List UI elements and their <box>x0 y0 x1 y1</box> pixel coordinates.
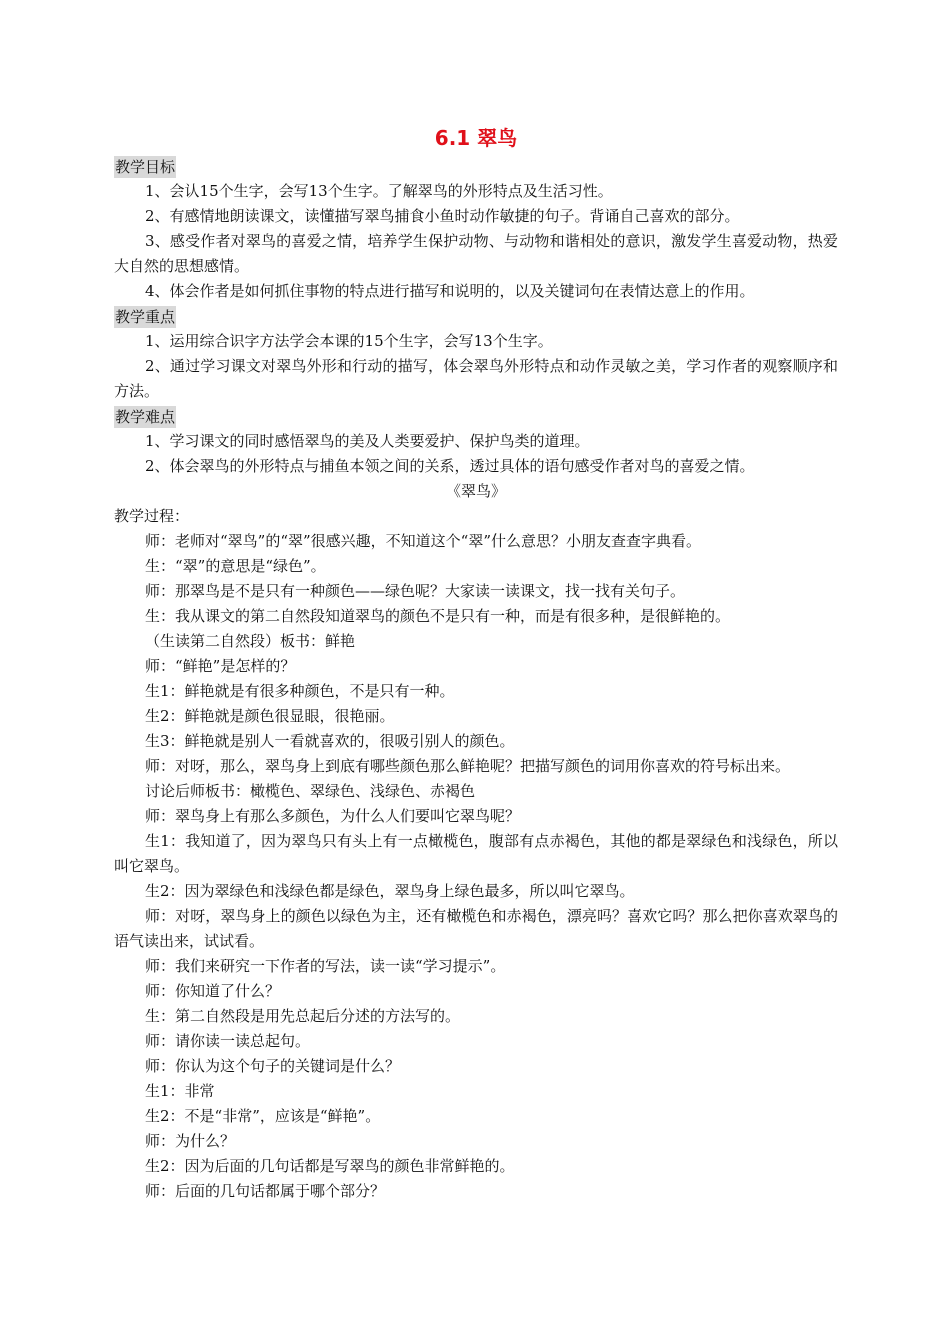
goal-item: 2、有感情地朗读课文，读懂描写翠鸟捕食小鱼时动作敏捷的句子。背诵自己喜欢的部分。 <box>145 207 740 225</box>
dialogue-line: （生读第二自然段）板书：鲜艳 <box>145 632 356 650</box>
dialogue-line: 生2：因为后面的几句话都是写翠鸟的颜色非常鲜艳的。 <box>145 1157 515 1175</box>
keypoints-heading: 教学重点 <box>115 308 176 326</box>
dialogue-line: 生3：鲜艳就是别人一看就喜欢的，很吸引别人的颜色。 <box>145 732 515 750</box>
dialogue-line: 生2：不是“非常”，应该是“鲜艳”。 <box>145 1107 381 1125</box>
goal-item: 1、会认15个生字，会写13个生字。了解翠鸟的外形特点及生活习性。 <box>145 182 613 200</box>
dialogue-line: 师：“鲜艳”是怎样的？ <box>145 657 296 675</box>
dialogue-line: 生：“翠”的意思是“绿色”。 <box>145 557 326 575</box>
difficulty-item: 1、学习课文的同时感悟翠鸟的美及人类要爱护、保护鸟类的道理。 <box>145 432 590 450</box>
dialogue-line: 生1：鲜艳就是有很多种颜色，不是只有一种。 <box>145 682 455 700</box>
lesson-title: 《翠鸟》 <box>445 482 506 500</box>
page-title: 6.1 翠鸟 <box>434 126 518 150</box>
dialogue-line: 师：老师对“翠鸟”的“翠”很感兴趣，不知道这个“翠”什么意思？小朋友查查字典看。 <box>145 532 702 550</box>
dialogue-line: 师：请你读一读总起句。 <box>145 1032 311 1050</box>
section-difficulties <box>114 404 838 429</box>
dialogue-line: 生1：我知道了，因为翠鸟只有头上有一点橄榄色，腹部有点赤褐色，其他的都是翠绿色和浅绿色，所以叫它翠鸟。 <box>114 832 838 875</box>
dialogue-line: 生2：因为翠绿色和浅绿色都是绿色，翠鸟身上绿色最多，所以叫它翠鸟。 <box>145 882 635 900</box>
dialogue-line: 生：第二自然段是用先总起后分述的方法写的。 <box>145 1007 461 1025</box>
document-page <box>114 122 838 1204</box>
dialogue-line: 师：后面的几句话都属于哪个部分？ <box>145 1182 386 1200</box>
difficulty-item: 2、体会翠鸟的外形特点与捕鱼本领之间的关系，透过具体的语句感受作者对鸟的喜爱之情。 <box>145 457 755 475</box>
goals-heading: 教学目标 <box>115 158 176 176</box>
dialogue-line: 师：翠鸟身上有那么多颜色，为什么人们要叫它翠鸟呢？ <box>145 807 521 825</box>
dialogue-line: 生：我从课文的第二自然段知道翠鸟的颜色不是只有一种，而是有很多种，是很鲜艳的。 <box>145 607 731 625</box>
dialogue-line: 师：你认为这个句子的关键词是什么？ <box>145 1057 401 1075</box>
keypoint-item: 1、运用综合识字方法学会本课的15个生字，会写13个生字。 <box>145 332 553 350</box>
section-keypoints <box>114 304 838 329</box>
dialogue-line: 讨论后师板书：橄榄色、翠绿色、浅绿色、赤褐色 <box>145 782 476 800</box>
process-heading: 教学过程： <box>114 507 190 525</box>
dialogue-line: 师：你知道了什么？ <box>145 982 281 1000</box>
dialogue-line: 师：对呀，那么，翠鸟身上到底有哪些颜色那么鲜艳呢？把描写颜色的词用你喜欢的符号标出来。 <box>145 757 791 775</box>
dialogue-line: 师：对呀，翠鸟身上的颜色以绿色为主，还有橄榄色和赤褐色，漂亮吗？喜欢它吗？那么把你喜欢翠鸟的语气读出来，试试看。 <box>114 907 838 950</box>
dialogue-line: 师：那翠鸟是不是只有一种颜色——绿色呢？大家读一读课文，找一找有关句子。 <box>145 582 686 600</box>
section-goals <box>114 154 838 179</box>
dialogue-line: 生2：鲜艳就是颜色很显眼，很艳丽。 <box>145 707 395 725</box>
dialogue-line: 生1：非常 <box>145 1082 215 1100</box>
difficulties-heading: 教学难点 <box>115 408 176 426</box>
dialogue-line: 师：我们来研究一下作者的写法，读一读“学习提示”。 <box>145 957 506 975</box>
dialogue-line: 师：为什么？ <box>145 1132 236 1150</box>
keypoint-item: 2、通过学习课文对翠鸟外形和行动的描写，体会翠鸟外形特点和动作灵敏之美，学习作者的观察顺序和方法。 <box>114 357 838 400</box>
goal-item: 3、感受作者对翠鸟的喜爱之情，培养学生保护动物、与动物和谐相处的意识，激发学生喜爱动物，热爱大自然的思想感情。 <box>114 232 838 275</box>
goal-item: 4、体会作者是如何抓住事物的特点进行描写和说明的，以及关键词句在表情达意上的作用。 <box>145 282 755 300</box>
